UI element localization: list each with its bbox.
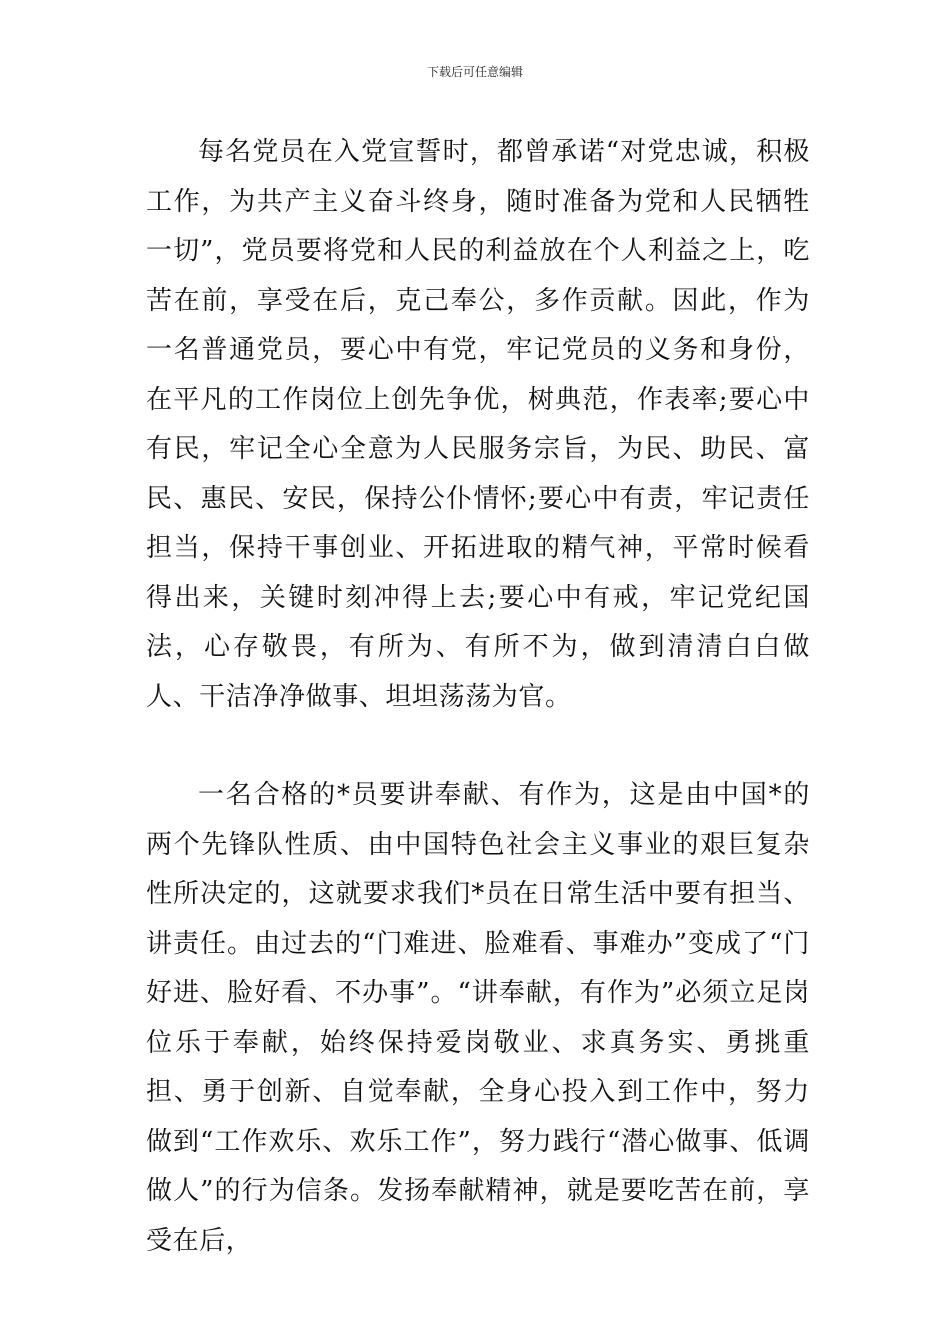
document-body (146, 128, 810, 1266)
paragraph-2: 一名合格的*员要讲奉献、有作为，这是由中国*的两个先锋队性质、由中国特色社会主义事业的艰巨复杂性所决定的，这就要求我们*员在日常生活中要有担当、讲责任。由过去的“门难进、脸难看、事难办”变成了“门好进、脸好看、不办事”。“讲奉献，有作为”必须立足岗位乐于奉献，始终保持爱岗敬业、求真务实、勇挑重担、勇于创新、自觉奉献，全身心投入到工作中，努力做到“工作欢乐、欢乐工作”，努力践行“潜心做事、低调做人”的行为信条。发扬奉献精神，就是要吃苦在前，享受在后， (146, 780, 810, 1256)
paragraph-1: 每名党员在入党宣誓时，都曾承诺“对党忠诚，积极工作，为共产主义奋斗终身，随时准备为党和人民牺牲一切”，党员要将党和人民的利益放在个人利益之上，吃苦在前，享受在后，克己奉公，多作贡献。因此，作为一名普通党员，要心中有党，牢记党员的义务和身份，在平凡的工作岗位上创先争优，树典范，作表率;要心中有民，牢记全心全意为人民服务宗旨，为民、助民、富民、惠民、安民，保持公仆情怀;要心中有责，牢记责任担当，保持干事创业、开拓进取的精气神，平常时候看得出来，关键时刻冲得上去;要心中有戒，牢记党纪国法，心存敬畏，有所为、有所不为，做到清清白白做人、干洁净净做事、坦坦荡荡为官。 (146, 137, 810, 712)
page-header-note: 下载后可任意编辑 (426, 65, 523, 79)
